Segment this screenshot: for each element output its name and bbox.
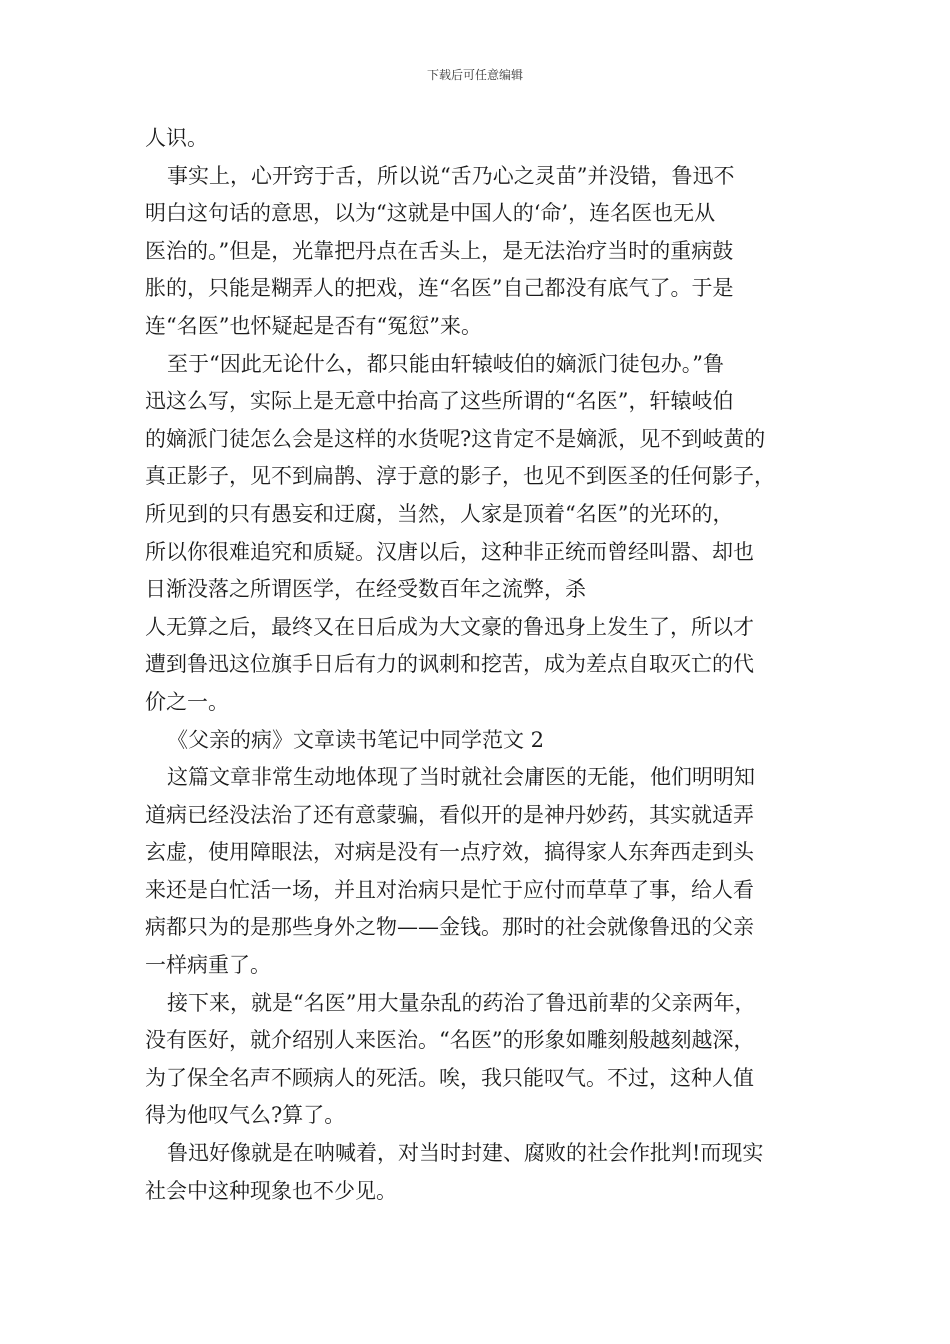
text-line: 的嫡派门徒怎么会是这样的水货呢?这肯定不是嫡派，见不到岐黄的 [145,426,766,451]
text-line: 所以你很难追究和质疑。汉唐以后，这种非正统而曾经叫嚣、却也 [145,539,754,564]
text-line: 日渐没落之所谓医学，在经受数百年之流弊，杀 [145,577,586,602]
text-line: 遭到鲁迅这位旗手日后有力的讽刺和挖苦，成为差点自取灭亡的代 [145,652,754,677]
text-line: 玄虚，使用障眼法，对病是没有一点疗效，搞得家人东奔西走到头 [145,840,754,865]
text-line: 明白这句话的意思，以为“这就是中国人的‘命’，连名医也无从 [145,201,716,226]
text-line: 这篇文章非常生动地体现了当时就社会庸医的无能，他们明明知 [167,765,755,790]
text-line: 连“名医”也怀疑起是否有“冤愆”来。 [145,313,482,338]
text-line: 得为他叹气么?算了。 [145,1103,346,1128]
text-line: 没有医好，就介绍别人来医治。“名医”的形象如雕刻般越刻越深， [145,1028,755,1053]
text-line: 鲁迅好像就是在呐喊着，对当时封建、腐败的社会作批判!而现实 [167,1141,764,1166]
text-line: 医治的。”但是，光靠把丹点在舌头上，是无法治疗当时的重病鼓 [145,238,734,263]
text-line: 真正影子，见不到扁鹊、淳于意的影子，也见不到医圣的任何影子， [145,464,775,489]
text-line: 至于“因此无论什么，都只能由轩辕岐伯的嫡派门徒包办。”鲁 [167,351,724,376]
text-line: 病都只为的是那些身外之物——金钱。那时的社会就像鲁迅的父亲 [145,915,754,940]
text-line: 道病已经没法治了还有意蒙骗，看似开的是神丹妙药，其实就适弄 [145,802,754,827]
text-line: 人无算之后，最终又在日后成为大文豪的鲁迅身上发生了，所以才 [145,614,754,639]
text-line: 一样病重了。 [145,953,271,978]
text-line: 接下来，就是“名医”用大量杂乱的药治了鲁迅前辈的父亲两年， [167,990,756,1015]
text-line: 《父亲的病》文章读书笔记中同学范文 2 [167,727,545,752]
text-line: 迅这么写，实际上是无意中抬高了这些所谓的“名医”，轩辕岐伯 [145,389,734,414]
text-line: 所见到的只有愚妄和迂腐，当然，人家是顶着“名医”的光环的， [145,501,734,526]
text-line: 事实上，心开窍于舌，所以说“舌乃心之灵苗”并没错，鲁迅不 [167,163,735,188]
text-line: 来还是白忙活一场，并且对治病只是忙于应付而草草了事，给人看 [145,877,754,902]
text-line: 价之一。 [145,689,229,714]
text-line: 为了保全名声不顾病人的死活。唉，我只能叹气。不过，这种人值 [145,1065,754,1090]
text-line: 社会中这种现象也不少见。 [145,1178,397,1203]
text-line: 人识。 [145,126,208,150]
page-header: 下载后可任意编辑 [426,68,523,82]
document-body [145,120,810,1210]
text-line: 胀的，只能是糊弄人的把戏，连“名医”自己都没有底气了。于是 [145,276,734,301]
